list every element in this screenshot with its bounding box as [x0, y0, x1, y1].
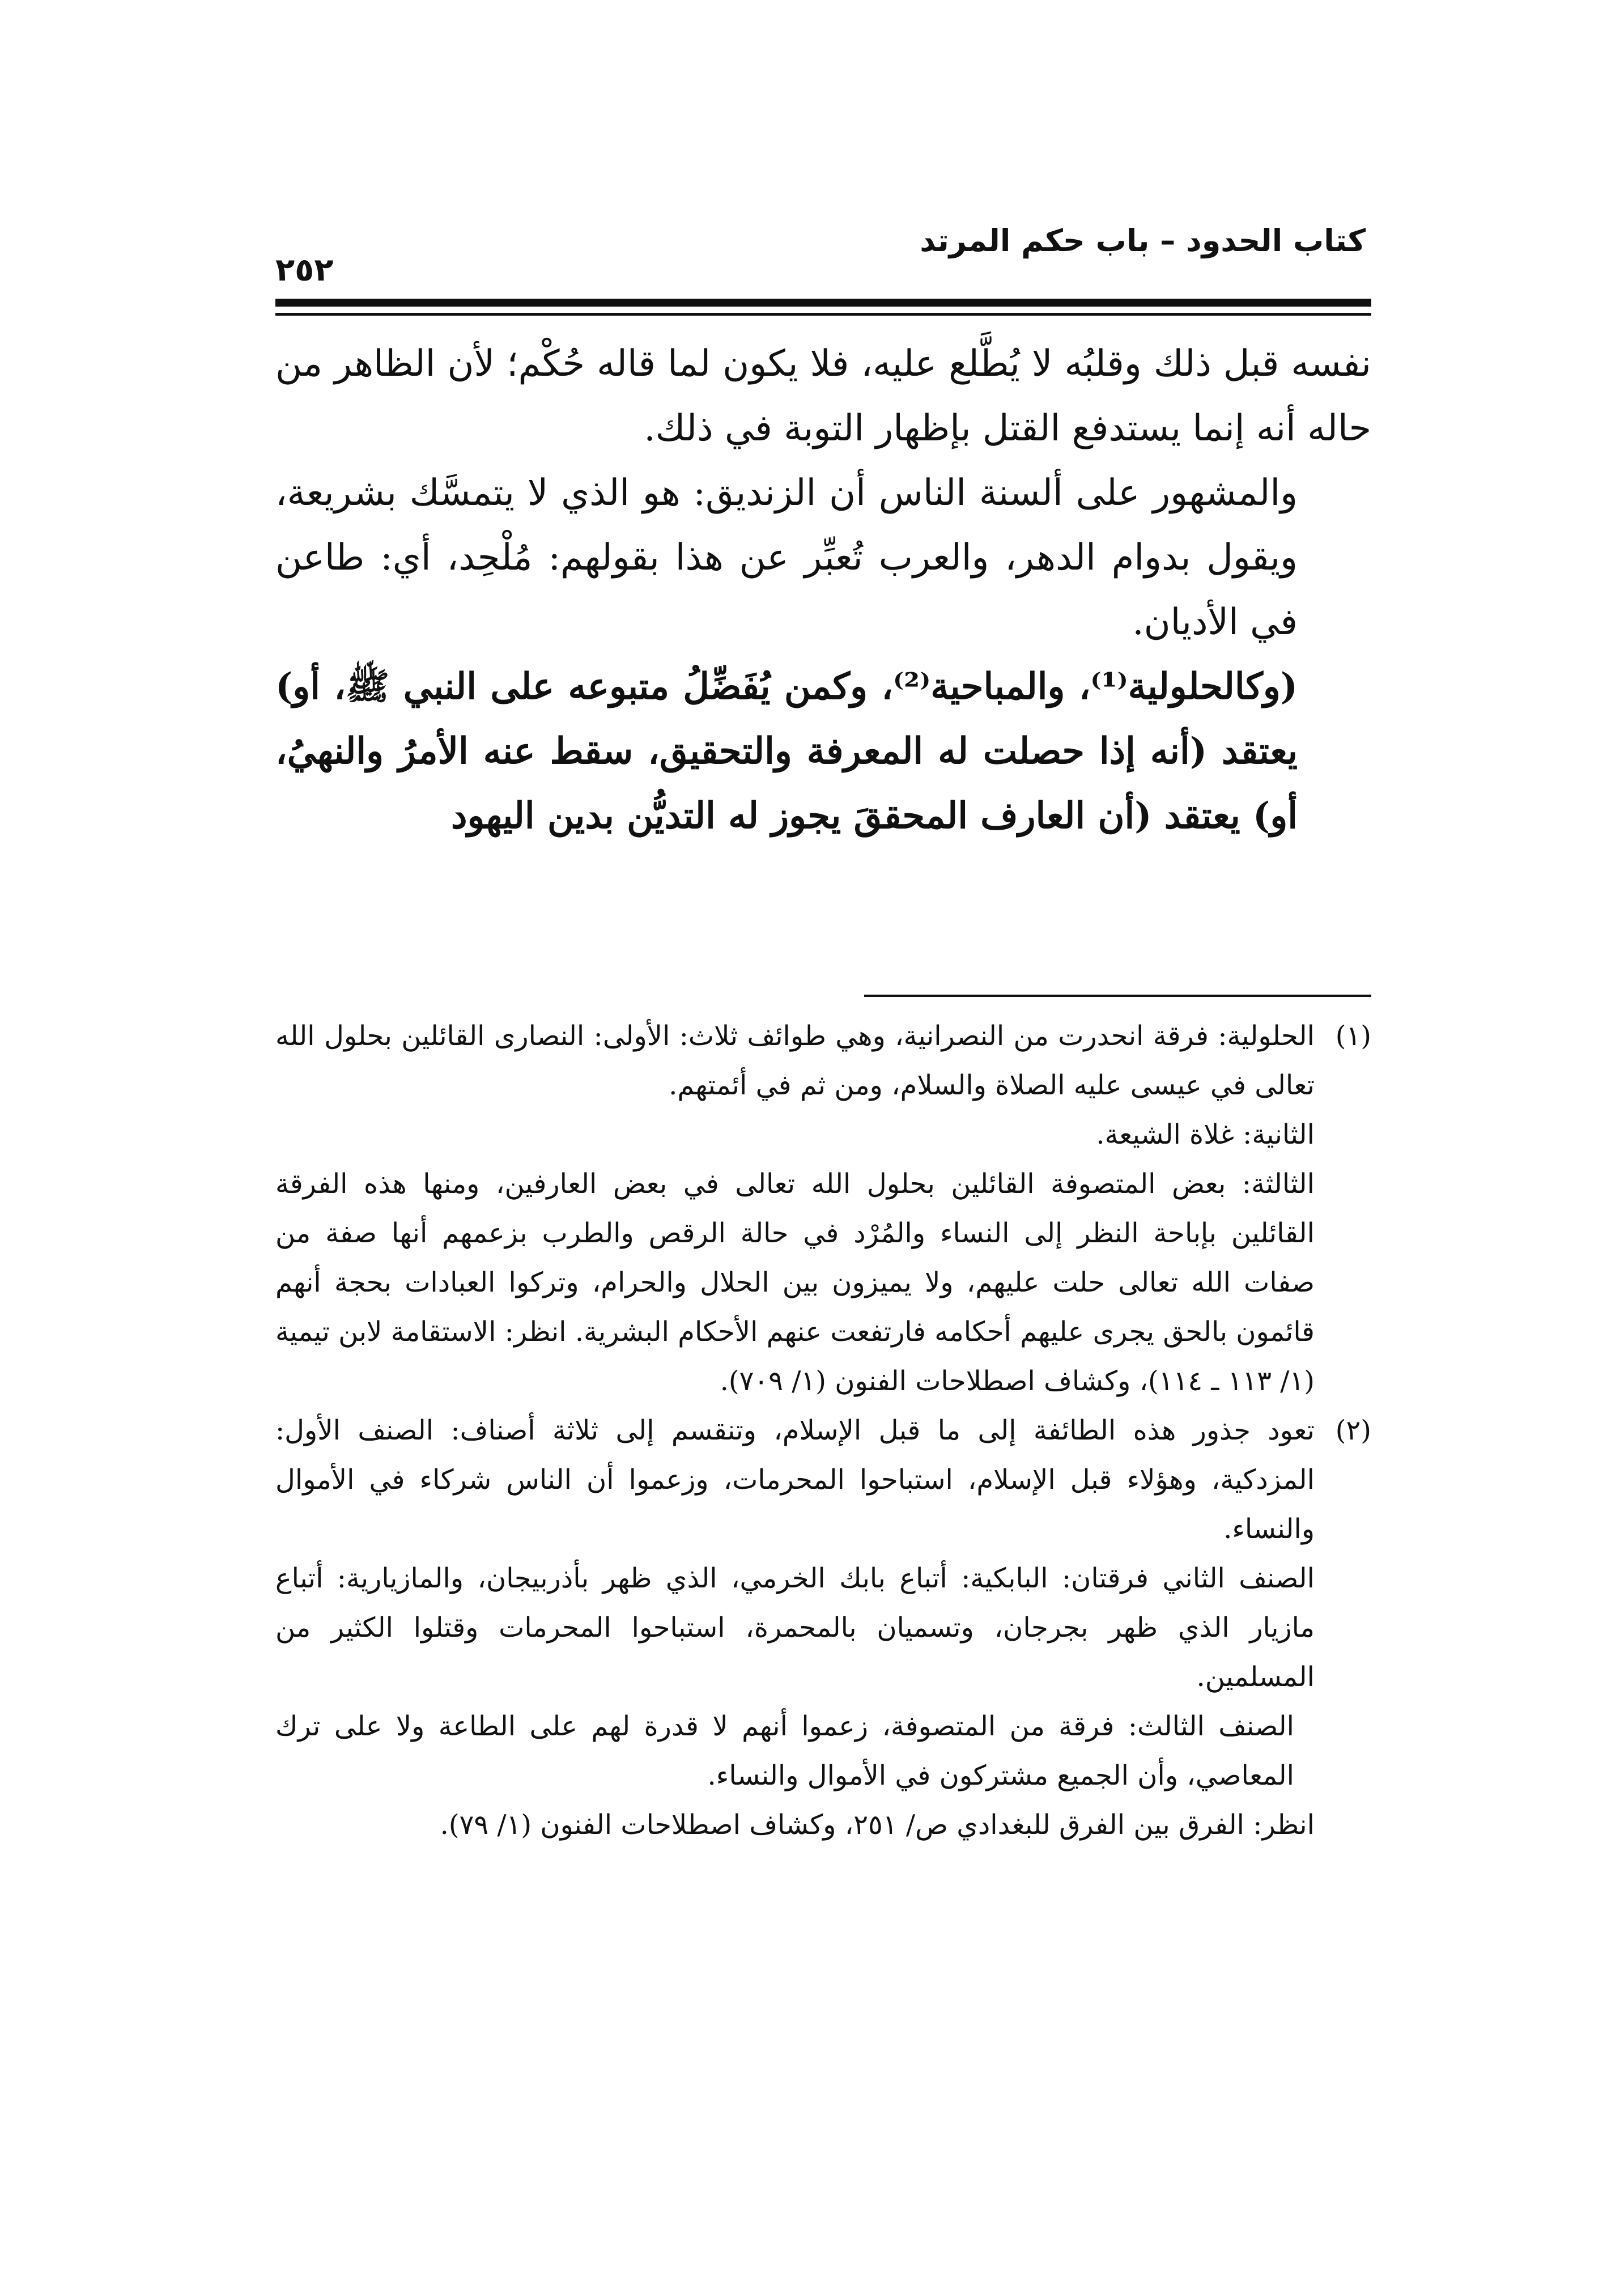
- footnote-2-line-3: الصنف الثالث: فرقة من المتصوفة، زعموا أنهم لا قدرة لهم على الطاعة ولا على ترك المعاصي، وأن الجميع مشتركون في الأموال والنساء.: [275, 1710, 1294, 1791]
- paragraph-2: والمشهور على ألسنة الناس أن الزنديق: هو الذي لا يتمسَّك بشريعة، ويقول بدوام الدهر، والعرب تُعبِّر عن هذا بقولهم: مُلْحِد، أي: طاعن في الأديان.: [275, 472, 1298, 643]
- main-text: [275, 332, 1371, 848]
- footnotes: [275, 1012, 1371, 1850]
- header-rule-thick: [275, 299, 1371, 307]
- paragraph-1: نفسه قبل ذلك وقلبُه لا يُطَّلع عليه، فلا يكون لما قاله حُكْم؛ لأن الظاهر من حاله أنه إنما يستدفع القتل بإظهار التوبة في ذلك.: [275, 343, 1371, 449]
- footnote-separator: [864, 995, 1371, 997]
- footnote-2-line-4: انظر: الفرق بين الفرق للبغدادي ص/ ٢٥١، وكشاف اصطلاحات الفنون (١/ ٧٩).: [440, 1809, 1315, 1841]
- footnote-1-number: (١): [1335, 1020, 1371, 1052]
- footnote-2-number: (٢): [1335, 1415, 1371, 1446]
- footnote-2-line-2: الصنف الثاني فرقتان: البابكية: أتباع بابك الخرمي، الذي ظهر بأذربيجان، والمازيارية: أتباع مازيار الذي ظهر بجرجان، وتسميان بالمحمرة، استباحوا المحرمات وقتلوا الكثير من المسلمين.: [275, 1562, 1315, 1693]
- footnote-1-line-1: الحلولية: فرقة انحدرت من النصرانية، وهي طوائف ثلاث: الأولى: النصارى القائلين بحلول الله تعالى في عيسى عليه الصلاة والسلام، ومن ثم في أئمتهم.: [275, 1020, 1315, 1101]
- paragraph-3-matn: (وكالحلولية⁽¹⁾، والمباحية⁽²⁾، وكمن يُفَضِّلُ متبوعه على النبي ﷺ، أو) يعتقد (أنه إذا حصلت له المعرفة والتحقيق، سقط عنه الأمرُ والنهيُ، أو) يعتقد (أن العارف المحققَ يجوز له التديُّن بدين اليهود: [275, 665, 1298, 837]
- page-number: ٢٥٢: [275, 252, 334, 288]
- footnote-1-line-3: الثالثة: بعض المتصوفة القائلين بحلول الله تعالى في بعض العارفين، ومنها هذه الفرقة القائلين بإباحة النظر إلى النساء والمُرْد في حالة الرقص والطرب بزعمهم أنها صفة من صفات الله تعالى حلت عليهم، ولا يميزون بين الحلال والحرام، وتركوا العبادات بحجة أنهم قائمون بالحق يجرى عليهم أحكامه فارتفعت عنهم الأحكام البشرية. انظر: الاستقامة لابن تيمية (١/ ١١٣ ـ ١١٤)، وكشاف اصطلاحات الفنون (١/ ٧٠٩).: [275, 1168, 1315, 1397]
- footnote-1: [275, 1012, 1371, 1406]
- header-rule-thin: [275, 313, 1371, 316]
- footnote-1-line-2: الثانية: غلاة الشيعة.: [1096, 1119, 1315, 1150]
- running-header: كتاب الحدود – باب حكم المرتد: [920, 223, 1366, 258]
- footnote-2: [275, 1406, 1371, 1850]
- footnote-2-line-1: تعود جذور هذه الطائفة إلى ما قبل الإسلام، وتنقسم إلى ثلاثة أصناف: الصنف الأول: المزدكية، وهؤلاء قبل الإسلام، استباحوا المحرمات، وزعموا أن الناس شركاء في الأموال والنساء.: [275, 1415, 1315, 1545]
